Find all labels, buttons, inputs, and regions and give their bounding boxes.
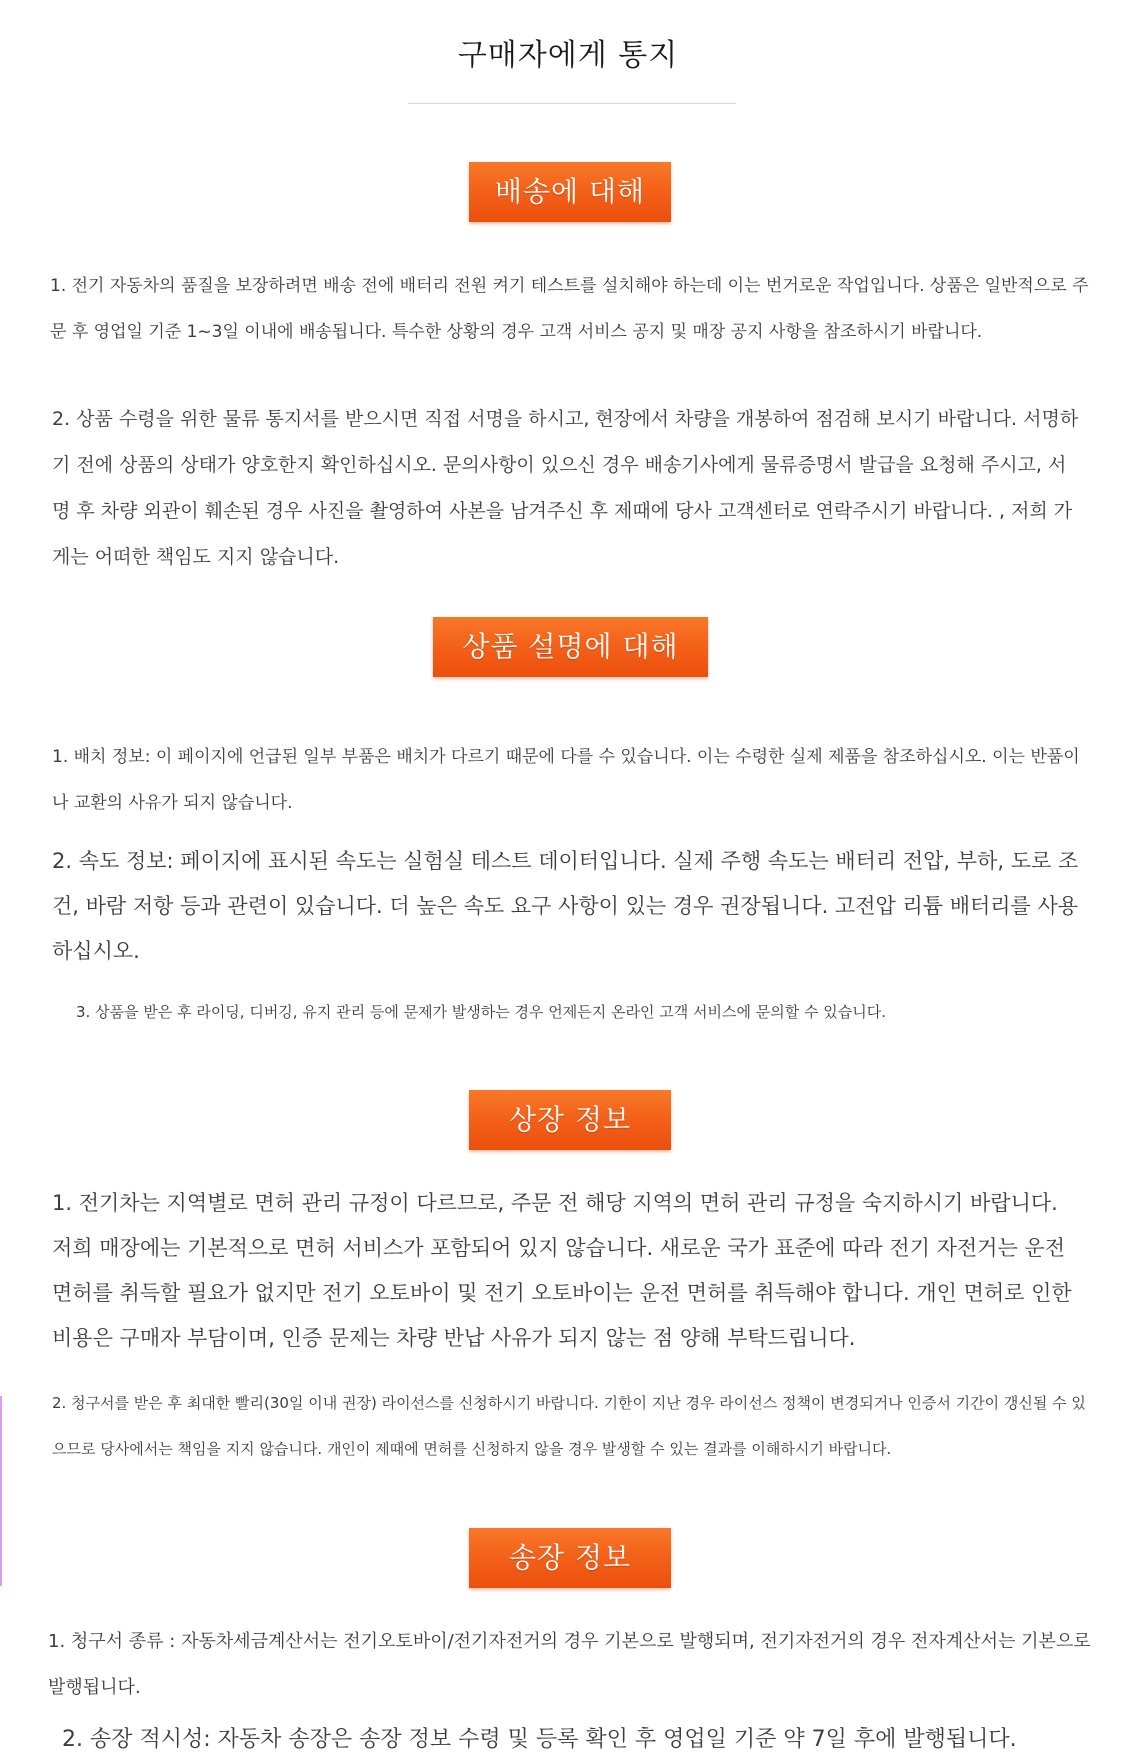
- listing-paragraph-2: 2. 청구서를 받은 후 최대한 빨리(30일 이내 권장) 라이선스를 신청하시기 바랍니다. 기한이 지난 경우 라이선스 정책이 변경되거나 인증서 기간이 갱신될 수 있으므로 당사에서는 책임을 지지 않습니다. 개인이 제때에 면허를 신청하지 않을 경우 발생할 수 있는 결과를 이해하시기 바랍니다.: [52, 1394, 1086, 1458]
- invoice-paragraph-1: 1. 청구서 종류 : 자동차세금계산서는 전기오토바이/전기자전거의 경우 기본으로 발행되며, 전기자전거의 경우 전자계산서는 기본으로 발행됩니다.: [48, 1631, 1091, 1698]
- product-paragraph-3: 3. 상품을 받은 후 라이딩, 디버깅, 유지 관리 등에 문제가 발생하는 경우 언제든지 온라인 고객 서비스에 문의할 수 있습니다.: [76, 1003, 886, 1021]
- section-heading-product-description: 상품 설명에 대해: [433, 617, 708, 677]
- section-heading-shipping: 배송에 대해: [469, 162, 671, 222]
- listing-paragraph-1: 1. 전기차는 지역별로 면허 관리 규정이 다르므로, 주문 전 해당 지역의 면허 관리 규정을 숙지하시기 바랍니다. 저희 매장에는 기본적으로 면허 서비스가 포함되어 있지 않습니다. 새로운 국가 표준에 따라 전기 자전거는 운전 면허를 취득할 필요가 없지만 전기 오토바이 및 전기 오토바이는 운전 면허를 취득해야 합니다. 개인 면허로 인한 비용은 구매자 부담이며, 인증 문제는 차량 반납 사유가 되지 않는 점 양해 부탁드립니다.: [52, 1191, 1072, 1350]
- title-divider: [408, 103, 736, 104]
- invoice-paragraph-2: 2. 송장 적시성: 자동차 송장은 송장 정보 수령 및 등록 확인 후 영업일 기준 약 7일 후에 발행됩니다.: [62, 1727, 1017, 1752]
- product-paragraph-1: 1. 배치 정보: 이 페이지에 언급된 일부 부품은 배치가 다르기 때문에 다를 수 있습니다. 이는 수령한 실제 제품을 참조하십시오. 이는 반품이나 교환의 사유가 되지 않습니다.: [52, 747, 1080, 813]
- product-paragraph-2: 2. 속도 정보: 페이지에 표시된 속도는 실험실 테스트 데이터입니다. 실제 주행 속도는 배터리 전압, 부하, 도로 조건, 바람 저항 등과 관련이 있습니다. 더 높은 속도 요구 사항이 있는 경우 권장됩니다. 고전압 리튬 배터리를 사용하십시오.: [52, 849, 1079, 963]
- section-heading-invoice-info: 송장 정보: [469, 1528, 671, 1588]
- left-edge-accent: [0, 1396, 2, 1586]
- page-title: 구매자에게 통지: [457, 38, 679, 73]
- section-heading-listing-info: 상장 정보: [469, 1090, 671, 1150]
- shipping-paragraph-2: 2. 상품 수령을 위한 물류 통지서를 받으시면 직접 서명을 하시고, 현장에서 차량을 개봉하여 점검해 보시기 바랍니다. 서명하기 전에 상품의 상태가 양호한지 확인하십시오. 문의사항이 있으신 경우 배송기사에게 물류증명서 발급을 요청해 주시고, 서명 후 차량 외관이 훼손된 경우 사진을 촬영하여 사본을 남겨주신 후 제때에 당사 고객센터로 연락주시기 바랍니다. , 저희 가게는 어떠한 책임도 지지 않습니다.: [52, 408, 1079, 568]
- shipping-paragraph-1: 1. 전기 자동차의 품질을 보장하려면 배송 전에 배터리 전원 켜기 테스트를 설치해야 하는데 이는 번거로운 작업입니다. 상품은 일반적으로 주문 후 영업일 기준 1~3일 이내에 배송됩니다. 특수한 상황의 경우 고객 서비스 공지 및 매장 공지 사항을 참조하시기 바랍니다.: [50, 276, 1089, 342]
